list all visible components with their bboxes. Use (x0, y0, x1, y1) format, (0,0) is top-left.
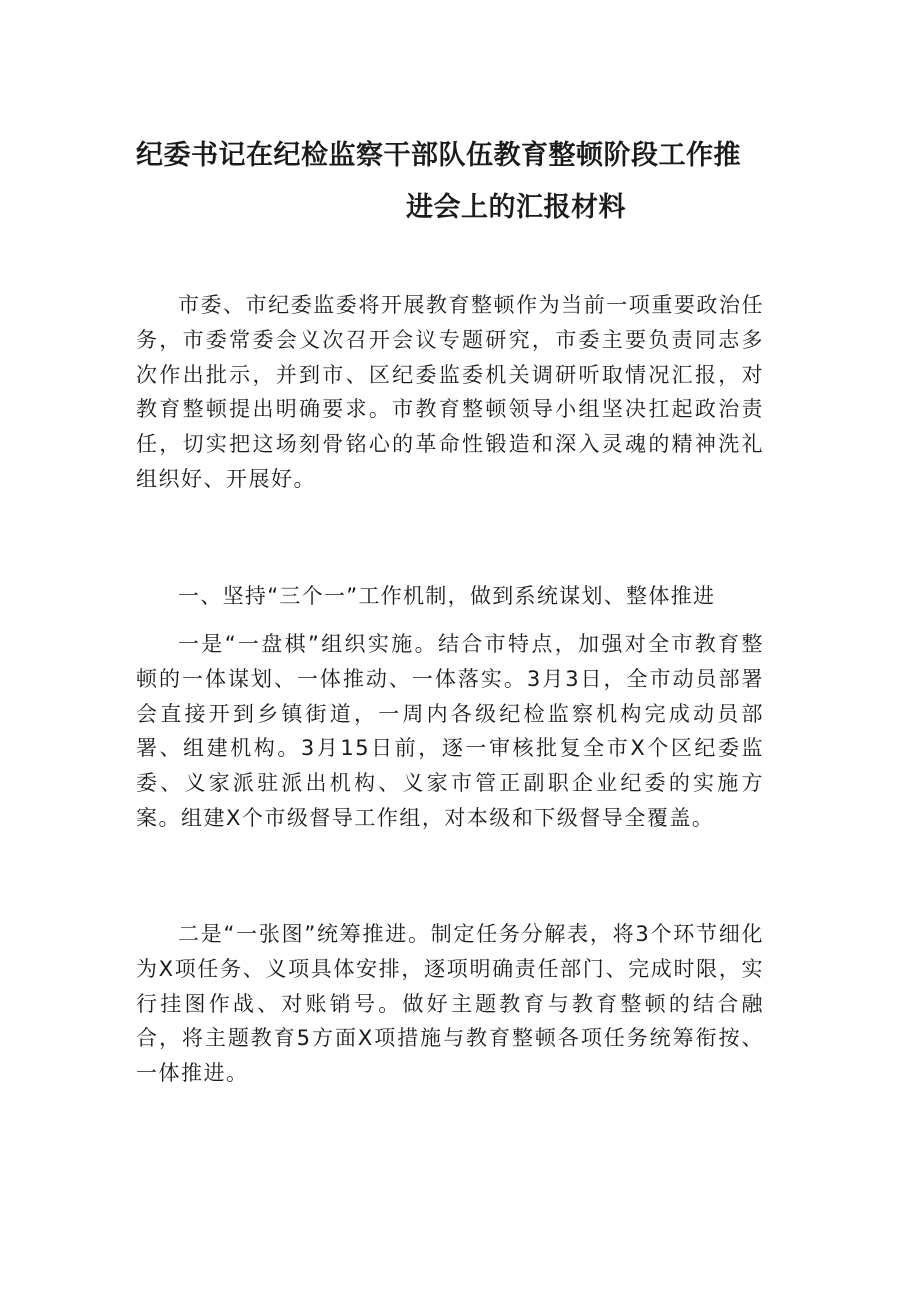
document-title-line-2: 进会上的汇报材料 (406, 192, 626, 223)
paragraph-intro: 市委、市纪委监委将开展教育整顿作为当前一项重要政治任务，市委常委会义次召开会议专题研究，市委主要负责同志多次作出批示，并到市、区纪委监委机关调研听取情况汇报，对教育整顿提出明确要求。市教育整顿领导小组坚决扛起政治责任，切实把这场刻骨铭心的革命性锻造和深入灵魂的精神洗礼组织好、开展好。 (136, 293, 764, 491)
paragraph-one-map: 二是“一张图”统筹推进。制定任务分解表，将3个环节细化为X项任务、义项具体安排，逐项明确责任部门、完成时限，实行挂图作战、对账销号。做好主题教育与教育整顿的结合融合，将主题教育5方面X项措施与教育整顿各项任务统筹衔按、一体推进。 (136, 922, 764, 1086)
section-heading-1: 一、坚持“三个一”工作机制，做到系统谋划、整体推进 (178, 584, 716, 608)
paragraph-one-board: 一是“一盘棋”组织实施。结合市特点，加强对全市教育整顿的一体谋划、一体推动、一体落实。3月3日，全市动员部署会直接开到乡镇街道，一周内各级纪检监察机构完成动员部署、组建机构。3月15日前，逐一审核批复全市X个区纪委监委、义家派驻派出机构、义家市管正副职企业纪委的实施方案。组建X个市级督导工作组，对本级和下级督导全覆盖。 (136, 632, 764, 830)
document-title-line-1: 纪委书记在纪检监察干部队伍教育整顿阶段工作推 (136, 140, 741, 171)
